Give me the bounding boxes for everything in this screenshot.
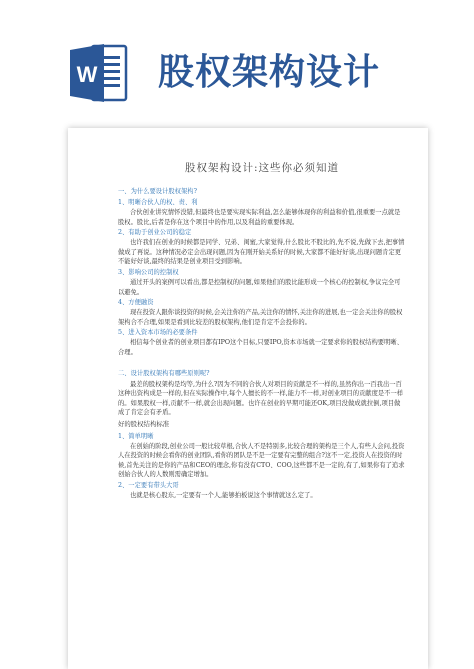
section-heading: 一、为什么要设计股权架构? [118,188,197,195]
item-heading: 2、一定要有带头大哥 [118,481,179,489]
paragraph: 通过开头的案例可以看出,都是控制权的问题,如果他们的股比能形成一个核心的控制权,争议完全可以避免。 [118,278,401,296]
paragraph: 相信每个创业者的创业项目都有IPO这个目标,只要IPO,资本市场就一定要求你的股权结构要明晰、合理。 [118,339,403,356]
paragraph: 也许我们在创业的时候都是同学、兄弟、闺蜜,大家觉得,什么股比不股比的,先不说,先做下去,把事情做成了再说。这种情况必定会出现问题,因为在刚开始关系好的时候,大家都不能好好谈,出现问题肯定更不能好好谈,最终的结果是创业项目受到影响。 [118,239,405,266]
item-heading: 5、进入资本市场的必要条件 [118,329,198,337]
paragraph: 也就是核心股东,一定要有一个人,能够拍板说这个事情就这么定了。 [130,491,317,499]
word-document-icon [68,42,130,104]
paragraph: 在创始的阶段,创业公司一般比较草根,合伙人不是特别多,比较合理的架构是三个人,有些人会问,投资人在投资的时候会看你的创业团队,看你的团队是不是一定要有完整的组合?这不一定,投资人在投资的时候,首先关注的是你的产品和CEO的理念,你有没有CTO、COO,这些都不是一定的,有了,如果你有了追求创始合伙人的人数则需确定增加。 [118,442,405,479]
item-heading: 1、明晰合伙人的权、责、利 [118,199,198,206]
item-heading: 3、影响公司的控制权 [118,268,179,276]
item-heading: 2、有助于创业公司的稳定 [118,229,192,237]
section-heading: 二、设计股权架构有哪些原则呢? [118,369,210,377]
item-heading: 1、简单明晰 [118,432,154,440]
paragraph: 最差的股权架构是均等,为什么?因为不同的合伙人对项目的贡献是不一样的,虽然你出一百我出一百这种出资构成是一样的,但在实际操作中,每个人擅长的不一样,能力不一样,对创业项目的贡献度是不一样的。如果股权一样,贡献不一样,就会出现问题。也许在创业的早期可能还OK,项目没做成就拉倒,项目做成了肯定会有矛盾。 [118,380,404,417]
header-banner [0,0,474,110]
page-title: 股权架构设计 [158,51,381,93]
item-heading: 4、方便融资 [118,299,154,307]
paragraph: 现在投资人跟你谈投资的时候,会关注你的产品,关注你的情怀,关注你的进展,也一定会关注你的股权架构合不合理,如果是看到比较差的股权架构,他们是肯定不会投你的。 [118,309,403,326]
subsection-heading: 好的股权结构标准 [118,419,170,428]
word-icon-letter: W [76,62,98,87]
document-body [118,160,406,500]
paragraph: 合伙创业讲究情怀没错,但最终也是要实现实际利益,怎么能够体现你的利益和价值,很重要一点就是股权。股比,后者是你在这个项目中的作用,以及利益的重要体现。 [118,209,401,226]
document-title: 股权架构设计:这些你必须知道 [184,162,340,174]
